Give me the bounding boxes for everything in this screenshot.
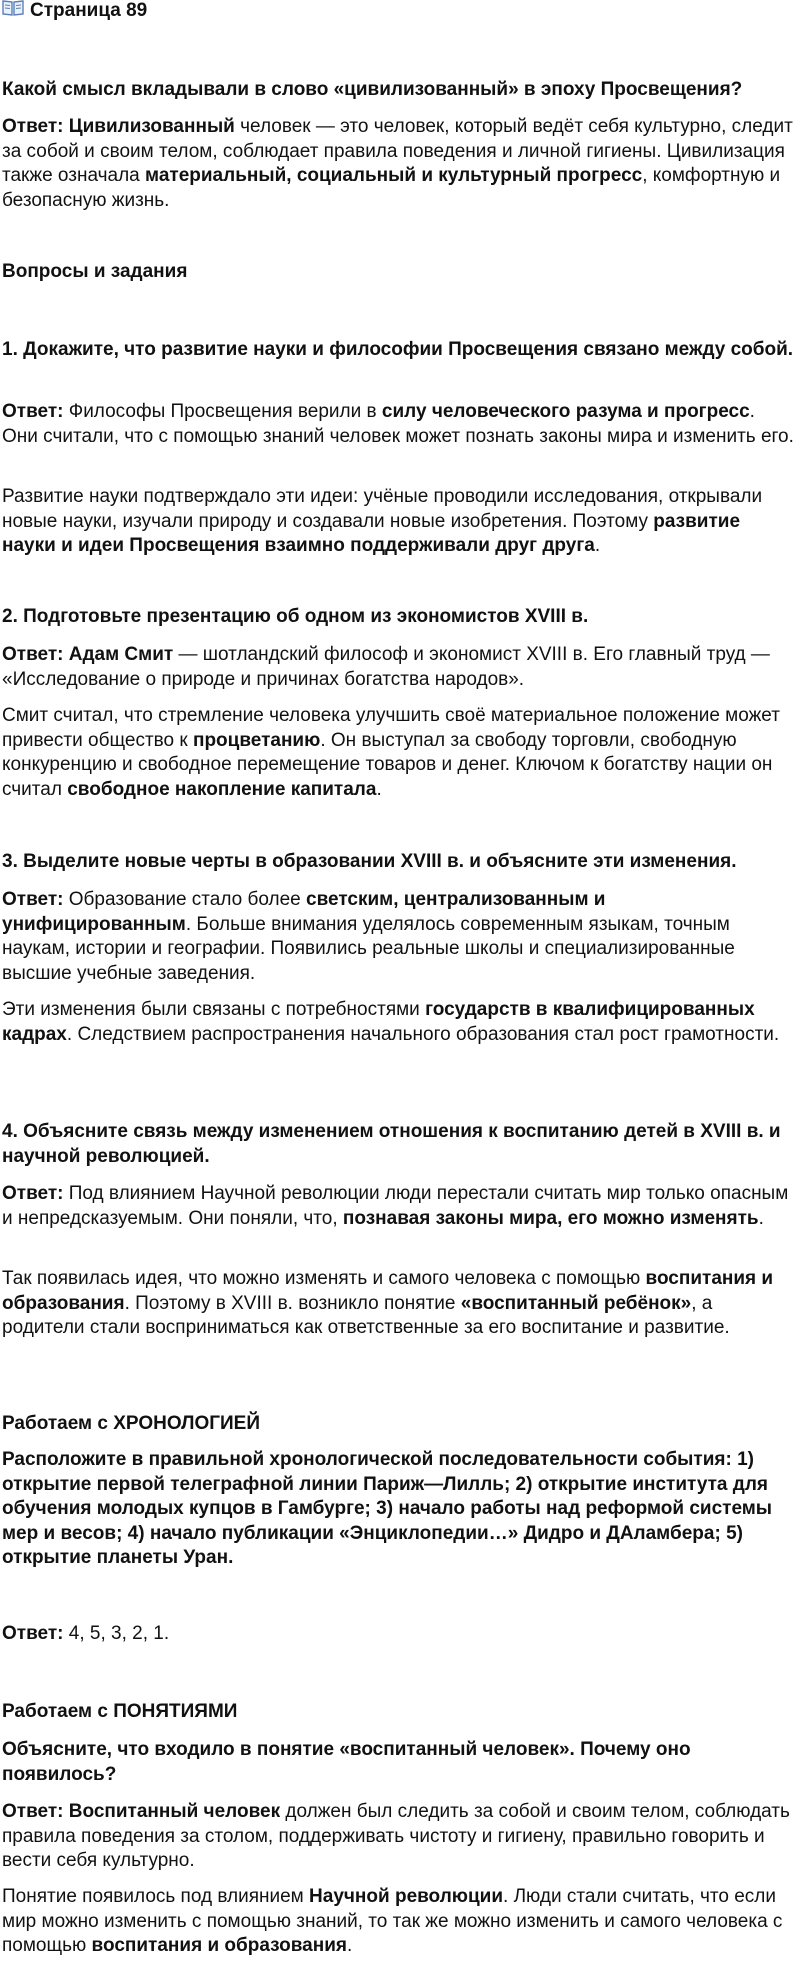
answer-text: .: [376, 778, 382, 800]
answer-3-paragraph-2: [2, 998, 794, 1047]
answer-1-paragraph-1: [2, 400, 794, 449]
chronology-question: Расположите в правильной хронологической последовательности события: 1) открытие первой телеграфной линии Париж—Лилль; 2) открытие института для обучения молодых купцов в Гамбурге; 3) начало работы над реформой системы мер и весов; 4) начало публикации «Энциклопедии…» Дидро и ДАламбера; 5) открытие планеты Уран.: [2, 1449, 773, 1568]
question-1: 1. Докажите, что развитие науки и философии Просвещения связано между собой.: [2, 339, 794, 360]
answer-text: Под влиянием Научной революции люди перестали считать мир только опасным и непредсказуемым. Они поняли, что,: [2, 1183, 789, 1229]
answer-label: Ответ:: [2, 1183, 64, 1204]
answer-text: 4, 5, 3, 2, 1.: [63, 1623, 170, 1644]
answer-2-paragraph-2: [2, 704, 794, 802]
answer-text: должен был следить за собой и своим телом, соблюдать правила поведения за столом, поддерживать чистоту и гигиену, правильно говорить и вести себя культурно.: [2, 1801, 790, 1871]
answer-text: . Больше внимания уделялось современным языкам, точным наукам, истории и географии. Появились реальные школы и специализированные высшие учебные заведения.: [2, 913, 735, 984]
term: Воспитанный человек: [63, 1801, 281, 1822]
term: воспитания и образования: [2, 1268, 774, 1314]
term: Адам Смит: [63, 644, 174, 665]
answer-text: .: [594, 535, 601, 556]
answer-text: человек — это человек, который ведёт себя культурно, следит за собой и своим телом, соблюдает правила поведения и личной гигиены. Цивилизация также означала: [2, 116, 793, 186]
intro-question: Какой смысл вкладывали в слово «цивилизованный» в эпоху Просвещения?: [2, 79, 743, 100]
answer-text: , комфортную и безопасную жизнь.: [2, 165, 781, 211]
chronology-answer: [2, 1622, 794, 1647]
answer-text: . Они считали, что с помощью знаний человек может познать законы мира и изменить его.: [2, 401, 794, 447]
open-book-icon: [2, 0, 24, 23]
answer-text: . Поэтому в XVIII в. возникло понятие: [124, 1292, 461, 1314]
page-title: [2, 0, 147, 23]
answer-3-paragraph-1: [2, 888, 794, 986]
term: светским, централизованным и унифицированным: [2, 889, 606, 935]
answer-label: Ответ:: [2, 889, 64, 910]
answer-label: Ответ:: [2, 1801, 64, 1822]
answer-text: Понятие появилось под влиянием: [2, 1886, 310, 1907]
answer-1-paragraph-2: [2, 485, 794, 559]
answer-label: Ответ:: [2, 644, 64, 665]
section-heading-tasks: Вопросы и задания: [2, 261, 188, 282]
intro-answer: [2, 115, 794, 213]
concepts-question: Объясните, что входило в понятие «воспитанный человек». Почему оно появилось?: [2, 1739, 691, 1785]
term: Цивилизованный: [68, 116, 235, 137]
answer-text: Философы Просвещения верили в: [63, 401, 382, 422]
term: «воспитанный ребёнок»: [460, 1292, 692, 1314]
answer-text: Так появилась идея, что можно изменять и самого человека с помощью: [2, 1268, 646, 1289]
term: силу человеческого разума и прогресс: [381, 401, 750, 422]
answer-label: Ответ:: [2, 116, 64, 137]
question-4: 4. Объясните связь между изменением отношения к воспитанию детей в XVIII в. и научной революцией.: [2, 1121, 781, 1167]
section-heading-chronology: Работаем с ХРОНОЛОГИЕЙ: [2, 1413, 260, 1434]
answer-text: Развитие науки подтверждало эти идеи: учёные проводили исследования, открывали новые науки, изучали природу и создавали новые изобретения. Поэтому: [2, 486, 763, 532]
answer-text: — шотландский философ и экономист XVIII в. Его главный труд — «Исследование о природе и причинах богатства народов».: [2, 644, 770, 690]
answer-4-paragraph-2: [2, 1267, 794, 1341]
question-3: 3. Выделите новые черты в образовании XVIII в. и объясните эти изменения.: [2, 851, 737, 872]
concepts-answer-paragraph-2: [2, 1885, 794, 1959]
answer-4-paragraph-1: [2, 1182, 794, 1231]
term: познавая законы мира, его можно изменять: [342, 1207, 759, 1229]
question-2: 2. Подготовьте презентацию об одном из экономистов XVIII в.: [2, 606, 589, 627]
term: материальный, социальный и культурный прогресс: [145, 165, 643, 186]
section-heading-concepts: Работаем с ПОНЯТИЯМИ: [2, 1701, 238, 1722]
term: воспитания и образования: [91, 1935, 347, 1956]
answer-text: Образование стало более: [63, 889, 307, 910]
answer-text: . Люди стали считать, что если мир можно изменить с помощью знаний, то так же можно изменить и самого человека с помощью: [2, 1886, 783, 1956]
answer-2-paragraph-1: [2, 643, 794, 692]
answer-text: .: [346, 1935, 353, 1956]
term: государств в квалифицированных кадрах: [2, 999, 755, 1045]
answer-text: .: [758, 1207, 764, 1229]
answer-text: , а родители стали восприниматься как ответственные за его воспитание и развитие.: [2, 1292, 730, 1338]
term: процветанию: [192, 729, 321, 751]
answer-label: Ответ:: [2, 401, 64, 422]
term: развитие науки и идеи Просвещения взаимно поддерживали друг друга: [2, 510, 741, 556]
answer-text: . Он выступал за свободу торговли, свободную конкуренцию и свободное перемещение товаров и денег. Ключом к богатству нации он считал: [2, 729, 773, 800]
answer-text: . Следствием распространения начального образования стал рост грамотности.: [66, 1023, 780, 1045]
answer-text: Смит считал, что стремление человека улучшить своё материальное положение может привести общество к: [2, 705, 780, 751]
page-title-text: Страница 89: [30, 0, 148, 21]
term: свободное накопление капитала: [67, 778, 377, 800]
answer-text: Эти изменения были связаны с потребностями: [2, 999, 426, 1020]
concepts-answer-paragraph-1: [2, 1800, 794, 1874]
answer-label: Ответ:: [2, 1623, 64, 1644]
term: Научной революции: [309, 1886, 504, 1907]
